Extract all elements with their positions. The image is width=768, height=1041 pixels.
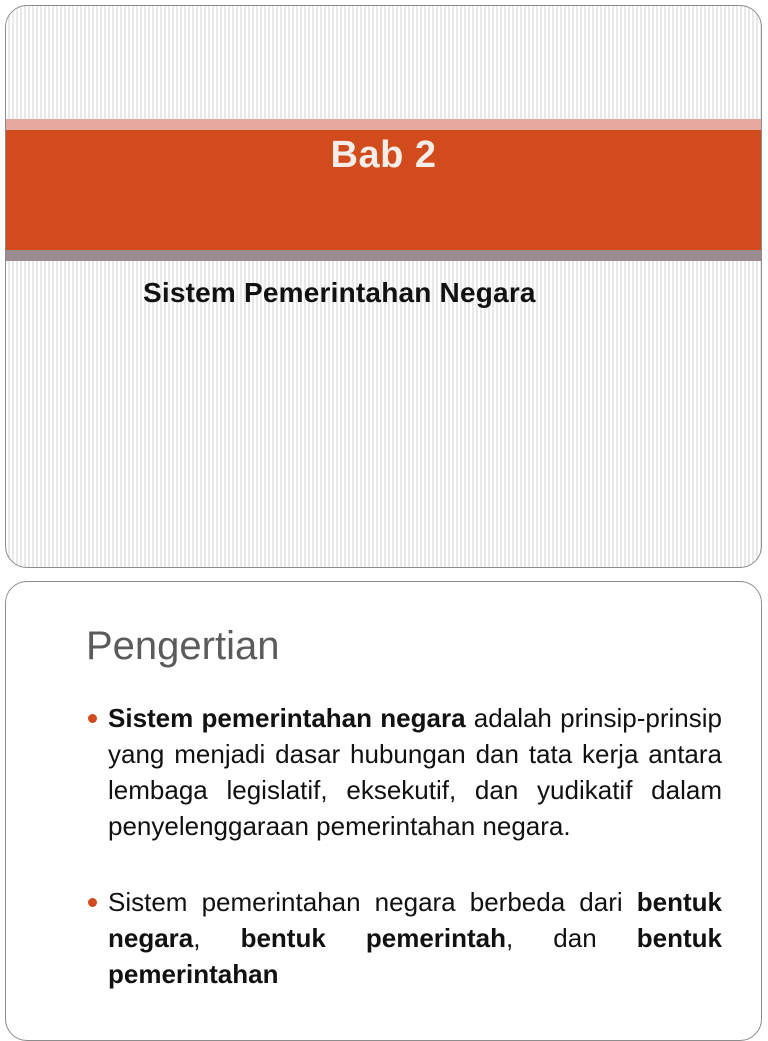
bullet-dot-icon xyxy=(88,898,97,907)
slide-title: Bab 2 xyxy=(330,134,437,176)
bullet-text: Sistem pemerintahan negara berbeda dari xyxy=(108,887,637,917)
bullet-term: Sistem pemerintahan negara xyxy=(108,703,466,733)
slide-subtitle: Sistem Pemerintahan Negara xyxy=(143,277,536,308)
bullet-text: adalah prinsip-prinsip yang menjadi dasar hubungan dan tata kerja antara lembaga legislatif, eksekutif, dan yudikatif dalam penyelenggaraan pemerintahan negara. xyxy=(108,703,722,841)
bullet-separator: , xyxy=(193,923,241,953)
title-band-top-stripe xyxy=(6,119,761,130)
title-slide xyxy=(5,5,762,568)
bullet-list xyxy=(108,700,722,1032)
bullet-item-difference xyxy=(108,884,722,992)
bullet-term: bentuk pemerintahan xyxy=(108,923,722,989)
content-slide xyxy=(5,581,762,1041)
bullet-term: bentuk negara xyxy=(108,887,722,953)
slide-heading: Pengertian xyxy=(86,624,280,668)
bullet-dot-icon xyxy=(88,714,97,723)
bullet-item-definition xyxy=(108,700,722,844)
bullet-separator: , dan xyxy=(506,923,637,953)
bullet-term: bentuk pemerintah xyxy=(240,923,507,953)
title-band-bottom-stripe xyxy=(6,250,761,261)
